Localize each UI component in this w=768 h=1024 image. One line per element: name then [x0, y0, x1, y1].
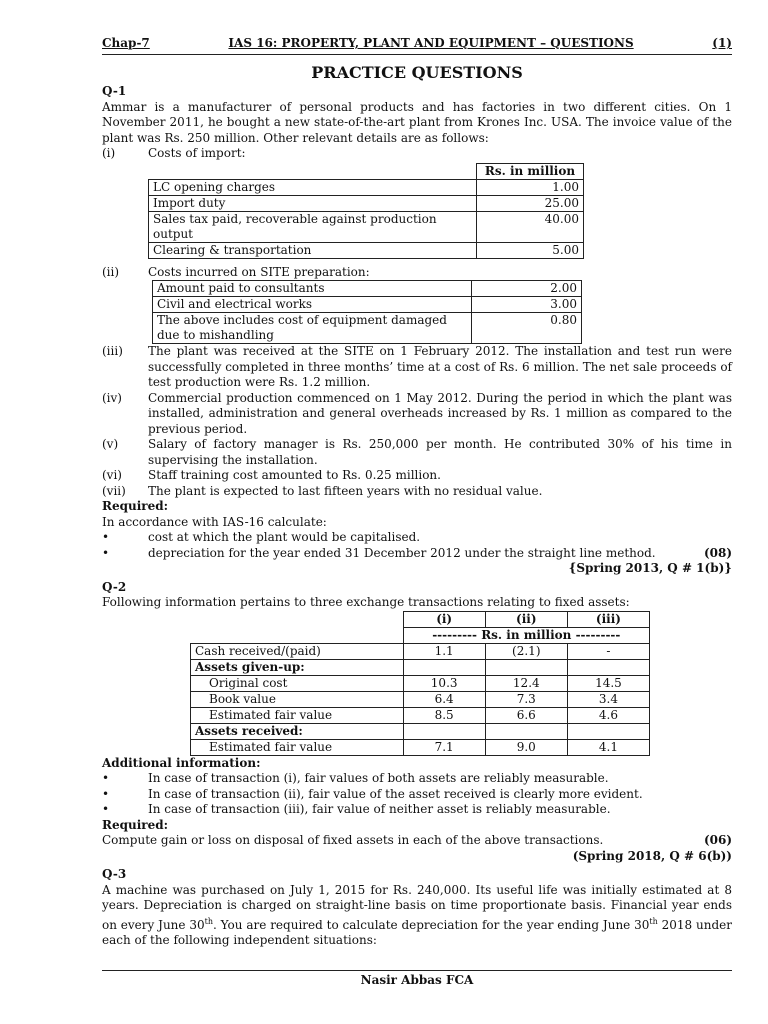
bullet-icon: •	[102, 802, 110, 816]
bullet-text: In case of transaction (i), fair values of both assets are reliably measurable.	[148, 771, 609, 785]
item-number: (i)	[102, 146, 116, 160]
cell-value	[567, 723, 649, 739]
chapter-label: Chap-7	[102, 36, 150, 50]
cell-value: 4.6	[567, 707, 649, 723]
q1-intro: Ammar is a manufacturer of personal products and has factories in two different cities. On 1 November 2011, he bought a new state-of-the-art plant from Krones Inc. USA. The invoice value of the plant was Rs. 250 million. Other relevant details are as follows:	[102, 99, 732, 145]
row-value: 1.00	[477, 179, 584, 195]
page-number: (1)	[712, 36, 732, 50]
item-text: The plant was received at the SITE on 1 February 2012. The installation and test run were successfully completed in three months’ time at a cost of Rs. 6 million. The net sale proceeds of test production were Rs. 1.2 million.	[148, 344, 732, 389]
q2-bullet	[102, 787, 732, 803]
q2-bullet	[102, 771, 732, 787]
item-number: (iii)	[102, 344, 123, 358]
q1-marks: (08)	[703, 545, 732, 560]
table-row	[191, 675, 650, 691]
row-value: 0.80	[472, 313, 582, 344]
cell-value: 12.4	[485, 675, 567, 691]
row-label: Book value	[191, 691, 404, 707]
q3-label: Q-3	[102, 867, 127, 881]
table-row	[149, 195, 584, 211]
table-row	[153, 297, 582, 313]
table-row	[191, 643, 650, 659]
running-header	[102, 36, 732, 55]
row-label: Clearing & transportation	[149, 242, 477, 258]
row-value: 2.00	[472, 281, 582, 297]
row-label: Assets received:	[191, 723, 404, 739]
table-row	[191, 723, 650, 739]
q1-bullet	[102, 530, 732, 546]
q1-item	[102, 484, 732, 500]
table-row	[191, 707, 650, 723]
cell-value: -	[567, 643, 649, 659]
bullet-icon: •	[102, 771, 110, 785]
column-header: (iii)	[567, 611, 649, 627]
row-label: The above includes cost of equipment damaged due to mishandling	[153, 313, 472, 344]
column-header: (i)	[403, 611, 485, 627]
q2-required-text: Compute gain or loss on disposal of fixed assets in each of the above transactions.	[102, 833, 604, 847]
cell-value: (2.1)	[485, 643, 567, 659]
bullet-icon: •	[102, 786, 110, 801]
footer-author: Nasir Abbas FCA	[102, 970, 732, 987]
q2-source: (Spring 2018, Q # 6(b))	[572, 848, 732, 863]
q3-text-part: A machine was purchased on July 1, 2015 for Rs. 240,000. Its useful life was initially estimated at 8 years. Depreciation is charged on straight-line basis on time proportionate basis. Financial year ends on every June 30	[102, 882, 732, 932]
row-label: Import duty	[149, 195, 477, 211]
q1-item-ii	[102, 265, 732, 281]
q1-item	[102, 468, 732, 484]
bullet-text: In case of transaction (iii), fair value of neither asset is reliably measurable.	[148, 802, 611, 816]
cell-value	[403, 659, 485, 675]
cell-value: 14.5	[567, 675, 649, 691]
item-number: (ii)	[102, 264, 120, 279]
q3-text	[102, 883, 732, 949]
table-row	[153, 313, 582, 344]
q2-bullet	[102, 802, 732, 818]
page-title: PRACTICE QUESTIONS	[311, 62, 523, 82]
row-label: Civil and electrical works	[153, 297, 472, 313]
cell-value: 7.1	[403, 739, 485, 755]
row-label: Sales tax paid, recoverable against production output	[149, 211, 477, 242]
cell-value: 3.4	[567, 691, 649, 707]
q1-item	[102, 391, 732, 438]
q2-required: Required:	[102, 817, 169, 832]
item-text: Staff training cost amounted to Rs. 0.25 million.	[148, 468, 441, 482]
q1-source: {Spring 2013, Q # 1(b)}	[568, 561, 732, 575]
item-number: (vii)	[102, 483, 126, 498]
q2-label: Q-2	[102, 579, 127, 594]
q1-items	[102, 344, 732, 499]
item-number: (iv)	[102, 390, 122, 405]
table-row	[149, 242, 584, 258]
row-value: 3.00	[472, 297, 582, 313]
superscript: th	[204, 916, 214, 926]
row-value: 5.00	[477, 242, 584, 258]
table-row	[153, 281, 582, 297]
row-label: Estimated fair value	[191, 707, 404, 723]
row-value: 40.00	[477, 211, 584, 242]
cell-value: 4.1	[567, 739, 649, 755]
q1-required-intro: In accordance with IAS-16 calculate:	[102, 514, 327, 529]
cell-value: 10.3	[403, 675, 485, 691]
column-header: Rs. in million	[477, 163, 584, 179]
row-label: LC opening charges	[149, 179, 477, 195]
cell-value	[485, 659, 567, 675]
cell-value	[485, 723, 567, 739]
q3-text-part: . You are required to calculate depreciation for the year ending June 30	[213, 917, 650, 932]
import-costs-table	[148, 163, 584, 259]
bullet-icon: •	[102, 530, 110, 544]
table-row	[149, 211, 584, 242]
cell-value: 6.6	[485, 707, 567, 723]
table-row	[191, 691, 650, 707]
bullet-icon: •	[102, 545, 110, 560]
row-label: Estimated fair value	[191, 739, 404, 755]
q2-additional-info: Additional information:	[102, 755, 261, 770]
q1-required: Required:	[102, 499, 169, 513]
q1-item	[102, 344, 732, 391]
column-header: (ii)	[485, 611, 567, 627]
cell-value: 7.3	[485, 691, 567, 707]
item-number: (vi)	[102, 468, 122, 482]
row-label: Assets given-up:	[191, 659, 404, 675]
q1-item-i	[102, 146, 732, 162]
q1-bullet	[102, 546, 732, 562]
q2-intro: Following information pertains to three exchange transactions relating to fixed assets:	[102, 595, 630, 609]
item-text: Salary of factory manager is Rs. 250,000 per month. He contributed 30% of his time in supervising the installation.	[148, 437, 732, 467]
bullet-text: cost at which the plant would be capitalised.	[148, 530, 421, 544]
cell-value: 1.1	[403, 643, 485, 659]
row-value: 25.00	[477, 195, 584, 211]
header-title: IAS 16: PROPERTY, PLANT AND EQUIPMENT – QUESTIONS	[228, 36, 634, 50]
q3-text-part: 2018 under each of the following independent situations:	[102, 917, 732, 947]
q2-bullets	[102, 771, 732, 818]
unit-header: --------- Rs. in million ---------	[403, 627, 649, 643]
bullet-text: In case of transaction (ii), fair value of the asset received is clearly more evident.	[148, 786, 643, 801]
item-number: (v)	[102, 437, 119, 451]
q1-item	[102, 437, 732, 468]
item-text: Costs of import:	[148, 146, 246, 160]
cell-value	[403, 723, 485, 739]
superscript: th	[649, 916, 658, 926]
cell-value: 9.0	[485, 739, 567, 755]
table-row	[149, 179, 584, 195]
site-costs-table	[152, 280, 582, 344]
q2-required-line	[102, 833, 732, 849]
item-text: Costs incurred on SITE preparation:	[148, 264, 370, 279]
cell-value: 6.4	[403, 691, 485, 707]
table-row	[191, 659, 650, 675]
exchange-table	[190, 611, 650, 756]
document-page	[102, 36, 732, 949]
cell-value	[567, 659, 649, 675]
table-row	[191, 739, 650, 755]
q1-label: Q-1	[102, 84, 127, 98]
item-text: Commercial production commenced on 1 May 2012. During the period in which the plant was installed, administration and general overheads increased by Rs. 1 million as compared to the previous period.	[148, 390, 732, 436]
q2-marks: (06)	[703, 833, 732, 847]
row-label: Original cost	[191, 675, 404, 691]
bullet-text: depreciation for the year ended 31 December 2012 under the straight line method.	[148, 545, 656, 560]
cell-value: 8.5	[403, 707, 485, 723]
item-text: The plant is expected to last fifteen years with no residual value.	[148, 483, 543, 498]
row-label: Cash received/(paid)	[191, 643, 404, 659]
row-label: Amount paid to consultants	[153, 281, 472, 297]
